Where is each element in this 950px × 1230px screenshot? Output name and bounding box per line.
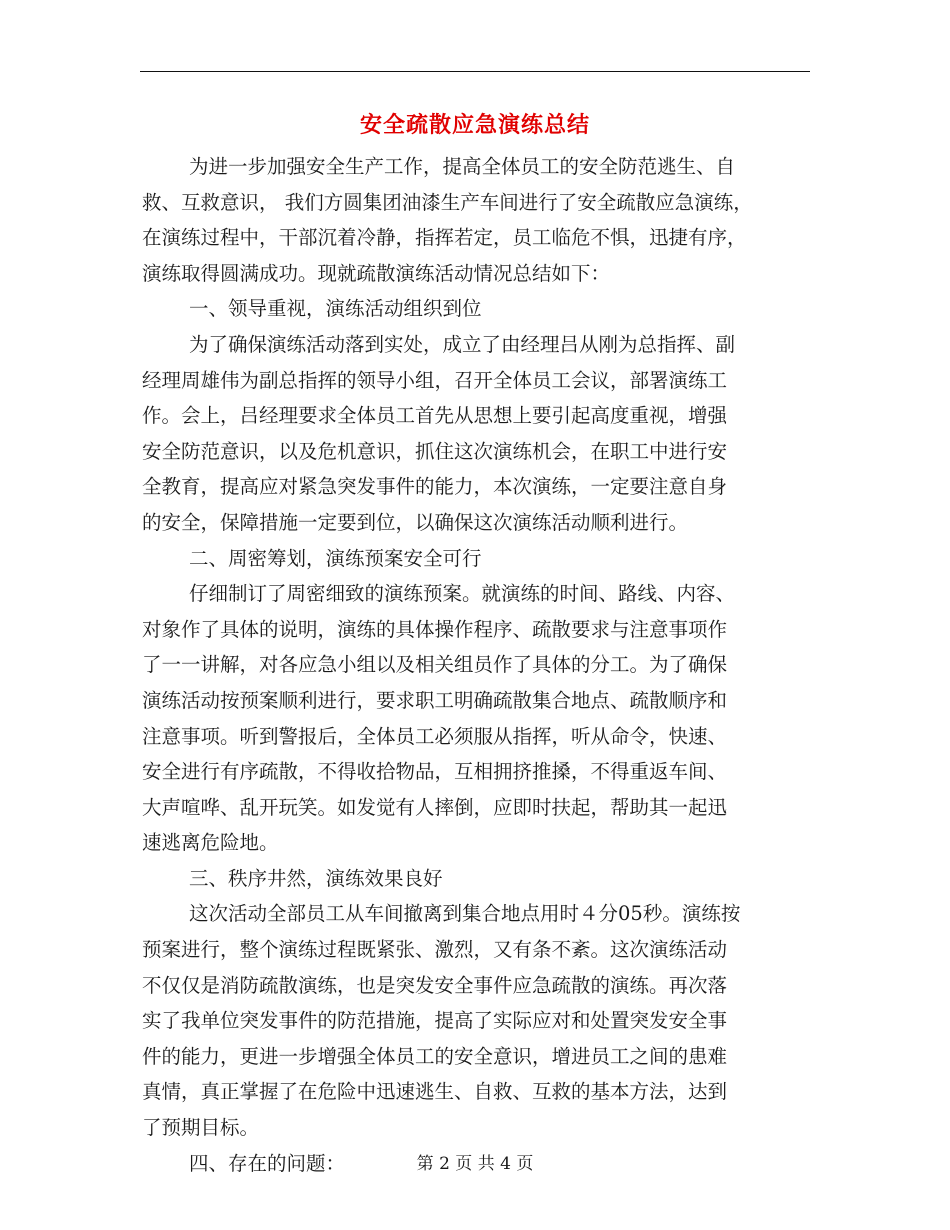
- body-line: 安全进行有序疏散，不得收拾物品，互相拥挤推搡，不得重返车间、: [142, 760, 728, 784]
- body-line: 真情，真正掌握了在危险中迅速逃生、自救、互救的基本方法，达到: [142, 1080, 728, 1104]
- body-line: 了一一讲解，对各应急小组以及相关组员作了具体的分工。为了确保: [142, 653, 728, 677]
- body-line: 作。会上，吕经理要求全体员工首先从思想上要引起高度重视，增强: [142, 404, 728, 428]
- body-line: 的安全，保障措施一定要到位，以确保这次演练活动顺利进行。: [142, 510, 689, 534]
- body-line: 不仅仅是消防疏散演练，也是突发安全事件应急疏散的演练。再次落: [142, 973, 728, 997]
- document-body: [142, 149, 814, 1181]
- body-line: 演练活动按预案顺利进行，要求职工明确疏散集合地点、疏散顺序和: [142, 688, 728, 712]
- document-title: 安全疏散应急演练总结: [359, 112, 590, 138]
- body-line: 预案进行，整个演练过程既紧张、激烈，又有条不紊。这次演练活动: [142, 938, 728, 962]
- body-line: 全教育，提高应对紧急突发事件的能力，本次演练，一定要注意自身: [142, 475, 728, 499]
- body-line: 注意事项。听到警报后，全体员工必须服从指挥，听从命令，快速、: [142, 724, 728, 748]
- body-line: 在演练过程中，干部沉着冷静，指挥若定，员工临危不惧，迅捷有序，: [142, 226, 747, 250]
- body-line: 了预期目标。: [142, 1116, 260, 1140]
- body-line: 为了确保演练活动落到实处，成立了由经理吕从刚为总指挥、副: [189, 332, 736, 356]
- body-line: 速逃离危险地。: [142, 831, 279, 855]
- body-line: 演练取得圆满成功。现就疏散演练活动情况总结如下：: [142, 261, 611, 285]
- body-line: 救、互救意识， 我们方圆集团油漆生产车间进行了安全疏散应急演练，: [142, 190, 753, 214]
- body-line: 这次活动全部员工从车间撤离到集合地点用时４分05秒。演练按: [189, 902, 741, 926]
- section-heading-1: 一、领导重视，演练活动组织到位: [189, 297, 482, 321]
- body-line: 实了我单位突发事件的防范措施，提高了实际应对和处置突发安全事: [142, 1009, 728, 1033]
- body-line: 经理周雄伟为副总指挥的领导小组，召开全体员工会议，部署演练工: [142, 368, 728, 392]
- section-heading-4: 四、存在的问题：: [189, 1151, 346, 1175]
- body-line: 安全防范意识，以及危机意识，抓住这次演练机会，在职工中进行安: [142, 439, 728, 463]
- body-line: 大声喧哗、乱开玩笑。如发觉有人摔倒，应即时扶起，帮助其一起迅: [142, 795, 728, 819]
- body-line: 件的能力，更进一步增强全体员工的安全意识，增进员工之间的患难: [142, 1044, 728, 1068]
- body-line: 对象作了具体的说明，演练的具体操作程序、疏散要求与注意事项作: [142, 617, 728, 641]
- body-line: 仔细制订了周密细致的演练预案。就演练的时间、路线、内容、: [189, 582, 736, 606]
- section-heading-2: 二、周密筹划，演练预案安全可行: [189, 546, 482, 570]
- header-rule: [140, 71, 810, 72]
- page-footer: 第 2 页 共 4 页: [416, 1154, 534, 1174]
- section-heading-3: 三、秩序井然，演练效果良好: [189, 866, 443, 890]
- body-line: 为进一步加强安全生产工作，提高全体员工的安全防范逃生、自: [189, 155, 736, 178]
